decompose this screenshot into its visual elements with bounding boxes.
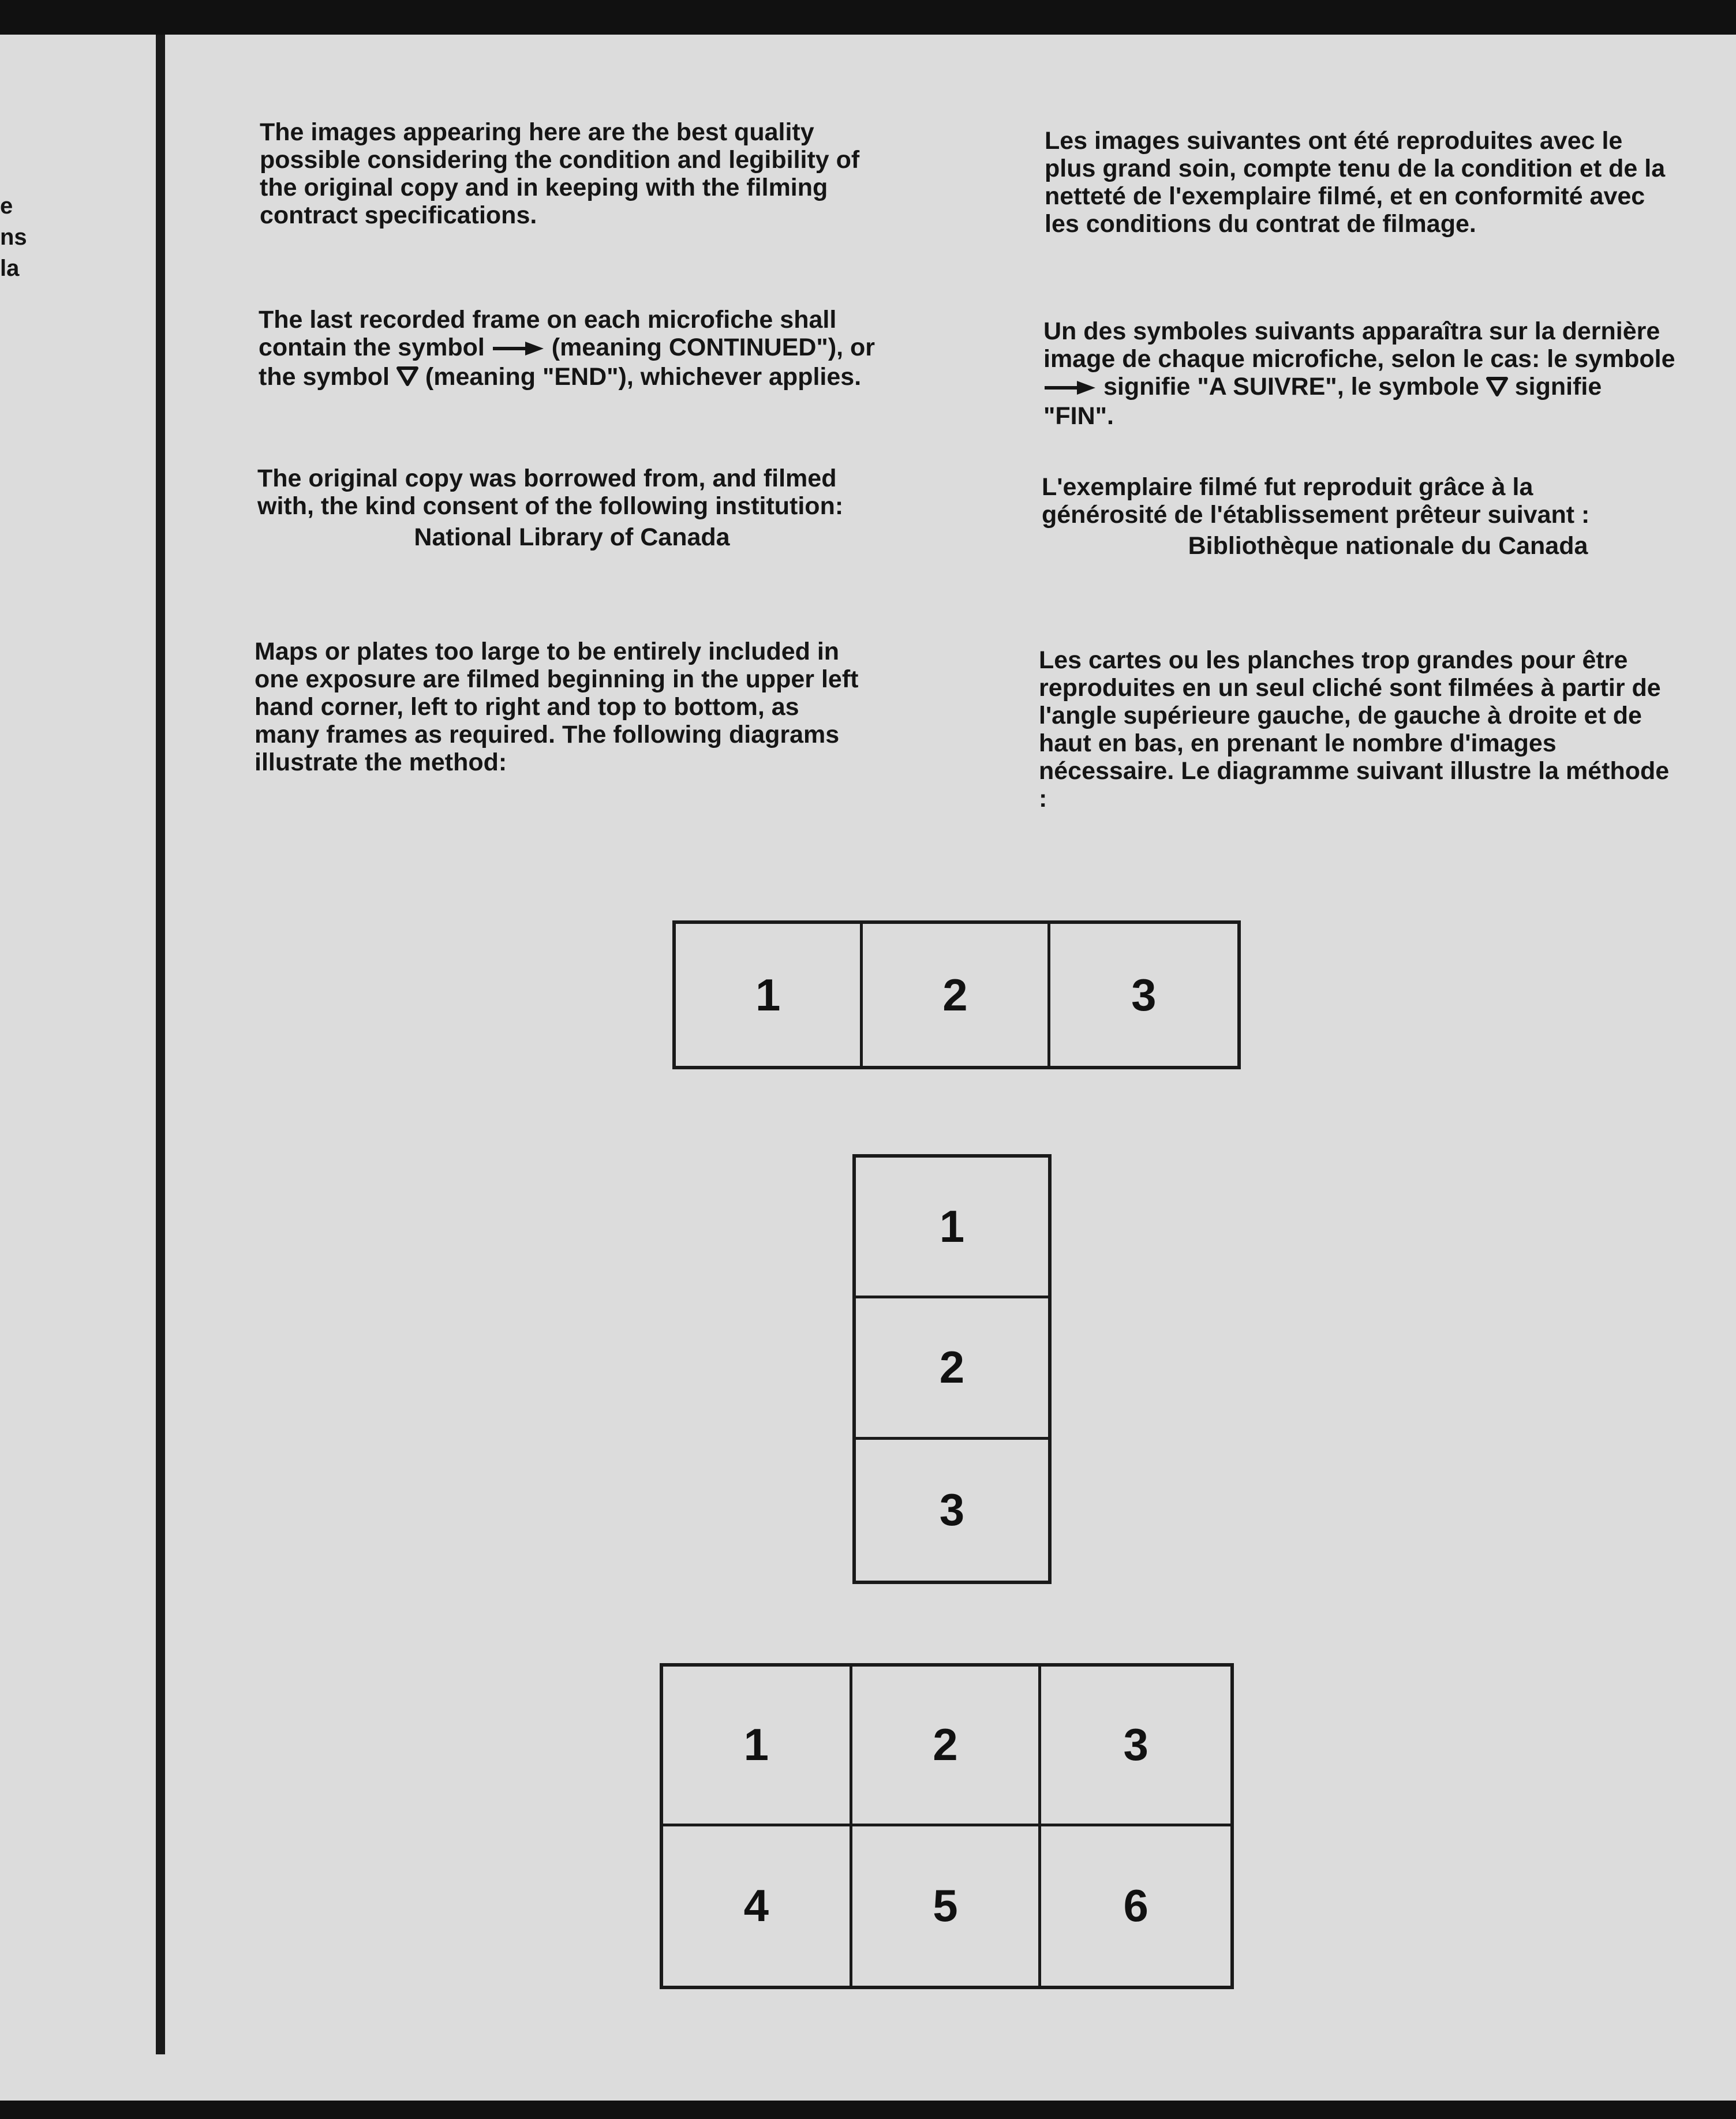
english-maps-paragraph: Maps or plates too large to be entirely included in one exposure are filmed beginning in the upper left hand corner, left to right and top to bottom, as many frames as required. The following diagrams illustrate the method: — [255, 638, 859, 776]
french-symbol-text-start: Un des symboles suivants apparaîtra sur la dernière image de chaque microfiche, selon le cas: le symbole — [1043, 317, 1675, 373]
diagram-frame: 2 — [856, 1298, 1048, 1439]
french-symbol-text-middle: signifie "A SUIVRE", le symbole — [1103, 373, 1479, 400]
arrow-right-icon — [492, 335, 545, 363]
french-p3 — [1042, 473, 1665, 560]
english-institution-name: National Library of Canada — [414, 523, 730, 551]
french-quality-paragraph: Les images suivantes ont été reproduites avec le plus grand soin, compte tenu de la condition et de la netteté de l'exemplaire filmé, et en conformité avec les conditions du contrat de filmage. — [1045, 127, 1666, 238]
french-p2 — [1043, 317, 1678, 430]
diagram-frame: 3 — [1131, 969, 1157, 1020]
left-margin-fragment: la — [0, 256, 20, 281]
english-symbol-text-middle: (meaning CONTINUED"), or the symbol — [259, 334, 876, 391]
diagram-frame: 2 — [863, 924, 1050, 1066]
left-margin-fragment: ns — [0, 224, 27, 250]
french-symbol-text-end: signifie "FIN". — [1043, 373, 1602, 430]
diagram-frame: 3 — [939, 1484, 965, 1536]
french-maps-paragraph: Les cartes ou les planches trop grandes pour être reproduites en un seul cliché sont filmées à partir de l'angle supérieure gauche, de gauche à droite et de haut en bas, en prenant le nombre d'images nécessaire. Le diagramme suivant illustre la méthode : — [1039, 646, 1670, 813]
diagram-frame: 1 — [663, 1667, 852, 1826]
english-symbol-text-start: The last recorded frame on each microfiche shall contain the symbol — [259, 306, 837, 361]
diagram-frame: 2 — [852, 1667, 1042, 1826]
english-p4 — [255, 638, 860, 776]
english-symbol-text-end: (meaning "END"), whichever applies. — [425, 362, 862, 391]
film-bottom-edge — [0, 2101, 1736, 2119]
left-margin-fragments — [0, 190, 35, 284]
french-symbol-paragraph — [1043, 317, 1678, 430]
triangle-down-icon — [396, 364, 418, 392]
diagram-frame: 5 — [852, 1826, 1042, 1986]
diagram-frame: 3 — [1041, 1667, 1230, 1826]
english-p2 — [259, 306, 905, 392]
french-institution-name: Bibliothèque nationale du Canada — [1188, 532, 1588, 560]
microfiche-target-page — [0, 35, 1736, 2101]
english-quality-paragraph: The images appearing here are the best quality possible considering the condition and legibility of the original copy and in keeping with the filming contract specifications. — [260, 118, 860, 229]
left-margin-fragment: e — [0, 193, 13, 219]
diagram-frame: 4 — [663, 1826, 852, 1986]
diagram-grid — [660, 1663, 1234, 1989]
left-border-line — [156, 35, 165, 2054]
english-p3 — [257, 465, 886, 551]
english-symbol-paragraph — [259, 306, 905, 392]
diagram-frame: 1 — [856, 1158, 1048, 1298]
arrow-right-icon — [1043, 375, 1097, 402]
french-p4 — [1039, 646, 1679, 813]
english-consent-paragraph: The original copy was borrowed from, and filmed with, the kind consent of the following institution: — [257, 465, 844, 520]
diagram-frame: 6 — [1123, 1880, 1148, 1931]
diagram-vertical-strip — [852, 1154, 1052, 1584]
diagram-horizontal-strip — [672, 920, 1241, 1069]
triangle-down-icon — [1486, 375, 1508, 402]
english-p1 — [260, 118, 889, 229]
french-p1 — [1045, 127, 1668, 238]
french-consent-paragraph: L'exemplaire filmé fut reproduit grâce à la générosité de l'établissement prêteur suivant : — [1042, 473, 1590, 529]
diagram-frame: 1 — [676, 924, 863, 1066]
